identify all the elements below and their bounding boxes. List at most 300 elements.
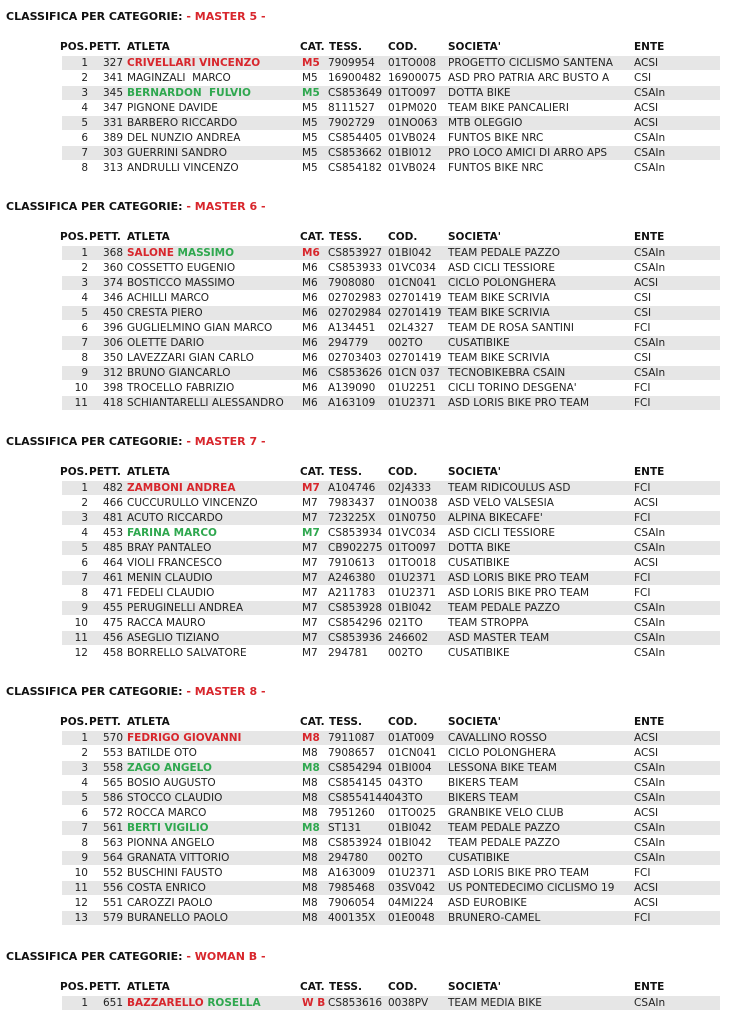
cell-societa: ASD LORIS BIKE PRO TEAM (448, 572, 590, 584)
table-header (0, 715, 733, 729)
cell-pos: 2 (81, 497, 88, 509)
cell-societa: TEAM BIKE SCRIVIA (448, 352, 550, 364)
header-cat: CAT. (300, 981, 325, 993)
cell-cod: 002TO (388, 852, 423, 864)
header-pos: POS. (60, 981, 89, 993)
table-row (62, 631, 720, 645)
cell-atleta (127, 556, 222, 570)
cell-ente: CSI (634, 307, 652, 319)
cell-pett: 461 (102, 572, 124, 584)
athlete-name-part: OLETTE DARIO (127, 337, 205, 349)
cell-pos: 3 (81, 277, 88, 289)
cell-tess: CS853934 (328, 527, 383, 539)
cell-tess: CS853936 (328, 632, 383, 644)
cell-tess: 8111527 (328, 102, 375, 114)
cell-pos: 2 (81, 747, 88, 759)
cell-atleta (127, 806, 206, 820)
athlete-name-part: PIONNA ANGELO (127, 837, 215, 849)
cell-societa: ASD LORIS BIKE PRO TEAM (448, 587, 590, 599)
cell-atleta (127, 146, 227, 160)
section-category: - MASTER 5 - (186, 10, 266, 23)
cell-pett: 341 (102, 72, 124, 84)
cell-cod: 246602 (388, 632, 429, 644)
cell-societa: DOTTA BIKE (448, 87, 511, 99)
cell-societa: TEAM PEDALE PAZZO (448, 602, 560, 614)
cell-tess: CS853626 (328, 367, 383, 379)
table-row (62, 821, 720, 835)
cell-pos: 6 (81, 322, 88, 334)
cell-atleta (127, 131, 240, 145)
section-title (6, 10, 266, 23)
cell-atleta (127, 86, 251, 100)
cell-ente: ACSI (634, 807, 659, 819)
cell-atleta (127, 881, 206, 895)
header-cod: COD. (388, 981, 418, 993)
cell-pos: 10 (74, 617, 88, 629)
cell-cod: 01U2371 (388, 572, 436, 584)
athlete-name-part: FEDELI CLAUDIO (127, 587, 215, 599)
athlete-name-part: LAVEZZARI GIAN CARLO (127, 352, 254, 364)
cell-ente: CSAIn (634, 617, 666, 629)
table-row (62, 496, 720, 510)
cell-atleta (127, 791, 222, 805)
table-row (62, 996, 720, 1010)
cell-cod: 002TO (388, 647, 423, 659)
cell-tess: CS853928 (328, 602, 383, 614)
header-tess: TESS. (329, 466, 362, 478)
cell-pos: 5 (81, 117, 88, 129)
cell-cod: 002TO (388, 337, 423, 349)
cell-pett: 464 (102, 557, 124, 569)
athlete-name-part: GUERRINI SANDRO (127, 147, 227, 159)
cell-atleta (127, 396, 284, 410)
athlete-name-part: SALONE (127, 247, 178, 259)
cell-pos: 4 (81, 777, 88, 789)
cell-tess: 7983437 (328, 497, 375, 509)
athlete-name-part: GRANATA VITTORIO (127, 852, 230, 864)
cell-cod: 16900075 (388, 72, 442, 84)
athlete-name-part: MENIN CLAUDIO (127, 572, 213, 584)
athlete-name-part: CAROZZI PAOLO (127, 897, 213, 909)
cell-tess: CS853649 (328, 87, 383, 99)
section-title (6, 950, 266, 963)
cell-pos: 9 (81, 602, 88, 614)
athlete-name-part: COSSETTO EUGENIO (127, 262, 236, 274)
cell-societa: ASD VELO VALSESIA (448, 497, 554, 509)
cell-societa: CAVALLINO ROSSO (448, 732, 547, 744)
cell-pett: 485 (102, 542, 124, 554)
header-pett: PETT. (89, 231, 121, 243)
athlete-name-part: BARBERO RICCARDO (127, 117, 238, 129)
athlete-name-part: CRESTA PIERO (127, 307, 203, 319)
header-ente: ENTE (634, 981, 665, 993)
cell-ente: CSI (634, 292, 652, 304)
cell-pett: 350 (102, 352, 124, 364)
cell-societa: TEAM BIKE SCRIVIA (448, 292, 550, 304)
cell-pos: 3 (81, 512, 88, 524)
cell-cat: M5 (302, 162, 318, 174)
cell-pos: 8 (81, 587, 88, 599)
athlete-name-part: ACUTO RICCARDO (127, 512, 223, 524)
section-category: - WOMAN B - (186, 950, 266, 963)
section-category: - MASTER 7 - (186, 435, 266, 448)
cell-cod: 02701419 (388, 352, 442, 364)
cell-cod: 0038PV (388, 997, 429, 1009)
cell-societa: ASD PRO PATRIA ARC BUSTO A (448, 72, 610, 84)
cell-ente: CSAIn (634, 777, 666, 789)
cell-cod: 01E0048 (388, 912, 435, 924)
cell-ente: FCI (634, 322, 651, 334)
cell-cod: 01TO097 (388, 87, 437, 99)
cell-cat: M8 (302, 732, 320, 744)
table-row (62, 116, 720, 130)
cell-pos: 1 (81, 732, 88, 744)
cell-pos: 12 (74, 647, 88, 659)
cell-pett: 551 (102, 897, 124, 909)
cell-societa: LESSONA BIKE TEAM (448, 762, 557, 774)
athlete-name-part: CUCCURULLO VINCENZO (127, 497, 258, 509)
athlete-name-part: STOCCO CLAUDIO (127, 792, 223, 804)
cell-cat: M8 (302, 882, 318, 894)
cell-atleta (127, 601, 243, 615)
cell-atleta (127, 71, 231, 85)
cell-societa: ASD MASTER TEAM (448, 632, 550, 644)
cell-ente: CSI (634, 352, 652, 364)
cell-tess: 7951260 (328, 807, 375, 819)
cell-tess: 294779 (328, 337, 369, 349)
cell-ente: FCI (634, 512, 651, 524)
cell-atleta (127, 646, 247, 660)
cell-cat: M7 (302, 512, 318, 524)
section-title-prefix: CLASSIFICA PER CATEGORIE: (6, 200, 183, 213)
cell-societa: PROGETTO CICLISMO SANTENA (448, 57, 613, 69)
cell-atleta (127, 56, 260, 70)
header-ente: ENTE (634, 716, 665, 728)
cell-atleta (127, 731, 241, 745)
cell-tess: CS854405 (328, 132, 383, 144)
cell-tess: 7902729 (328, 117, 375, 129)
cell-societa: TEAM STROPPA (448, 617, 529, 629)
table-row (62, 526, 720, 540)
header-pos: POS. (60, 466, 89, 478)
table-row (62, 481, 720, 495)
cell-cod: 02J4333 (388, 482, 432, 494)
cell-cod: 043TO (388, 777, 423, 789)
table-row (62, 836, 720, 850)
cell-pos: 9 (81, 852, 88, 864)
cell-pos: 6 (81, 807, 88, 819)
cell-ente: FCI (634, 482, 651, 494)
cell-pos: 1 (81, 997, 88, 1009)
table-row (62, 276, 720, 290)
cell-cat: M8 (302, 822, 320, 834)
cell-societa: FUNTOS BIKE NRC (448, 162, 544, 174)
athlete-name-part: VIOLI FRANCESCO (127, 557, 223, 569)
table-row (62, 321, 720, 335)
table-row (62, 511, 720, 525)
cell-atleta (127, 336, 204, 350)
cell-atleta (127, 746, 197, 760)
cell-cat: M7 (302, 587, 318, 599)
header-cat: CAT. (300, 466, 325, 478)
cell-tess: A139090 (328, 382, 376, 394)
cell-ente: ACSI (634, 557, 659, 569)
cell-atleta (127, 571, 213, 585)
cell-cod: 01TO008 (388, 57, 437, 69)
cell-tess: CB902275 (328, 542, 383, 554)
cell-pett: 398 (102, 382, 124, 394)
cell-pos: 10 (74, 382, 88, 394)
cell-ente: ACSI (634, 102, 659, 114)
cell-atleta (127, 511, 223, 525)
cell-cat: M6 (302, 262, 318, 274)
athlete-name-part: BATILDE OTO (127, 747, 197, 759)
cell-ente: CSAIn (634, 647, 666, 659)
cell-cat: M7 (302, 632, 318, 644)
cell-societa: TEAM BIKE PANCALIERI (448, 102, 569, 114)
table-row (62, 86, 720, 100)
cell-ente: ACSI (634, 732, 659, 744)
cell-pos: 8 (81, 352, 88, 364)
cell-pett: 458 (102, 647, 124, 659)
cell-cat: M5 (302, 72, 318, 84)
cell-ente: CSI (634, 72, 652, 84)
cell-cod: 04MI224 (388, 897, 434, 909)
athlete-name-part: BOSIO AUGUSTO (127, 777, 216, 789)
header-pett: PETT. (89, 716, 121, 728)
cell-atleta (127, 321, 272, 335)
cell-cat: M8 (302, 912, 318, 924)
cell-atleta (127, 351, 254, 365)
athlete-name-part: GUGLIELMINO GIAN MARCO (127, 322, 273, 334)
cell-ente: CSAIn (634, 162, 666, 174)
cell-cat: M5 (302, 132, 318, 144)
cell-tess: 7985468 (328, 882, 375, 894)
cell-tess: 7910613 (328, 557, 375, 569)
athlete-name-part: ACHILLI MARCO (127, 292, 210, 304)
header-cod: COD. (388, 231, 418, 243)
cell-tess: CS853924 (328, 837, 383, 849)
cell-cod: 01TO097 (388, 542, 437, 554)
cell-tess: CS854296 (328, 617, 383, 629)
cell-tess: A104746 (328, 482, 376, 494)
cell-pett: 389 (102, 132, 124, 144)
table-row (62, 761, 720, 775)
cell-pos: 5 (81, 792, 88, 804)
cell-tess: 294781 (328, 647, 369, 659)
athlete-name-part: FEDRIGO GIOVANNI (127, 732, 242, 744)
cell-atleta (127, 291, 209, 305)
table-row (62, 791, 720, 805)
header-atleta: ATLETA (127, 41, 170, 53)
cell-atleta (127, 261, 235, 275)
table-header (0, 40, 733, 54)
cell-pos: 3 (81, 87, 88, 99)
cell-cat: M6 (302, 292, 318, 304)
table-row (62, 101, 720, 115)
cell-pett: 347 (102, 102, 124, 114)
cell-pos: 7 (81, 822, 88, 834)
cell-cat: W B (302, 997, 326, 1009)
cell-cod: 043TO (388, 792, 423, 804)
cell-ente: CSAIn (634, 997, 666, 1009)
athlete-name-part: ROSELLA (207, 997, 261, 1009)
cell-cod: 01AT009 (388, 732, 435, 744)
cell-ente: CSAIn (634, 132, 666, 144)
athlete-name-part: BOSTICCO MASSIMO (127, 277, 235, 289)
cell-pett: 482 (102, 482, 124, 494)
cell-cat: M6 (302, 247, 320, 259)
cell-ente: ACSI (634, 897, 659, 909)
cell-atleta (127, 911, 228, 925)
cell-pos: 5 (81, 307, 88, 319)
header-pos: POS. (60, 41, 89, 53)
cell-ente: ACSI (634, 117, 659, 129)
cell-cat: M8 (302, 777, 318, 789)
table-row (62, 246, 720, 260)
cell-pos: 11 (74, 397, 88, 409)
cell-pett: 556 (102, 882, 124, 894)
cell-tess: 7909954 (328, 57, 375, 69)
athlete-name-part: CRIVELLARI VINCENZO (127, 57, 261, 69)
cell-societa: MTB OLEGGIO (448, 117, 523, 129)
cell-cat: M5 (302, 57, 320, 69)
cell-pos: 4 (81, 292, 88, 304)
athlete-name-part: TROCELLO FABRIZIO (127, 382, 235, 394)
athlete-name-part: BUSCHINI FAUSTO (127, 867, 223, 879)
cell-ente: CSAIn (634, 367, 666, 379)
cell-cod: 01VB024 (388, 162, 436, 174)
cell-societa: ASD CICLI TESSIORE (448, 262, 555, 274)
cell-cod: 01TO025 (388, 807, 437, 819)
cell-ente: FCI (634, 867, 651, 879)
cell-societa: TEAM PEDALE PAZZO (448, 837, 560, 849)
cell-ente: ACSI (634, 747, 659, 759)
cell-pos: 2 (81, 72, 88, 84)
cell-atleta (127, 631, 219, 645)
cell-cod: 01BI042 (388, 837, 432, 849)
cell-cod: 01TO018 (388, 557, 437, 569)
cell-cat: M7 (302, 527, 320, 539)
header-cod: COD. (388, 716, 418, 728)
cell-tess: A134451 (328, 322, 376, 334)
cell-ente: FCI (634, 587, 651, 599)
cell-atleta (127, 996, 261, 1010)
cell-societa: TEAM MEDIA BIKE (448, 997, 542, 1009)
cell-cat: M7 (302, 542, 318, 554)
cell-pett: 345 (102, 87, 124, 99)
cell-ente: CSAIn (634, 247, 666, 259)
header-cat: CAT. (300, 716, 325, 728)
cell-pett: 312 (102, 367, 124, 379)
header-atleta: ATLETA (127, 231, 170, 243)
header-pos: POS. (60, 716, 89, 728)
table-row (62, 866, 720, 880)
table-row (62, 881, 720, 895)
table-row (62, 306, 720, 320)
header-societa: SOCIETA' (448, 231, 501, 243)
cell-cod: 01BI042 (388, 602, 432, 614)
cell-atleta (127, 776, 216, 790)
cell-pett: 327 (102, 57, 124, 69)
header-atleta: ATLETA (127, 466, 170, 478)
cell-cat: M8 (302, 747, 318, 759)
table-row (62, 601, 720, 615)
cell-ente: CSAIn (634, 527, 666, 539)
cell-cod: 01CN 037 (388, 367, 440, 379)
header-pos: POS. (60, 231, 89, 243)
cell-pett: 471 (102, 587, 124, 599)
cell-societa: BIKERS TEAM (448, 792, 519, 804)
cell-pett: 466 (102, 497, 124, 509)
cell-pett: 552 (102, 867, 124, 879)
athlete-name-part: RACCA MAURO (127, 617, 206, 629)
cell-cod: 01NO063 (388, 117, 438, 129)
table-row (62, 731, 720, 745)
cell-pett: 455 (102, 602, 124, 614)
cell-pos: 12 (74, 897, 88, 909)
cell-pos: 1 (81, 247, 88, 259)
cell-tess: ST131 (328, 822, 362, 834)
athlete-name-part: BAZZARELLO (127, 997, 208, 1009)
section-title-prefix: CLASSIFICA PER CATEGORIE: (6, 685, 183, 698)
header-societa: SOCIETA' (448, 466, 501, 478)
cell-societa: CUSATIBIKE (448, 557, 510, 569)
cell-pos: 11 (74, 882, 88, 894)
cell-societa: ASD LORIS BIKE PRO TEAM (448, 397, 590, 409)
cell-ente: FCI (634, 912, 651, 924)
athlete-name-part: BORRELLO SALVATORE (127, 647, 247, 659)
cell-pett: 453 (102, 527, 124, 539)
cell-pett: 570 (102, 732, 124, 744)
cell-pos: 11 (74, 632, 88, 644)
table-row (62, 131, 720, 145)
section-title (6, 435, 266, 448)
cell-societa: PRO LOCO AMICI DI ARRO APS (448, 147, 608, 159)
cell-cat: M6 (302, 382, 318, 394)
table-row (62, 146, 720, 160)
cell-cat: M5 (302, 102, 318, 114)
cell-pett: 313 (102, 162, 124, 174)
cell-cat: M8 (302, 867, 318, 879)
cell-cat: M6 (302, 277, 318, 289)
cell-societa: ASD EUROBIKE (448, 897, 527, 909)
cell-cod: 01U2371 (388, 397, 436, 409)
cell-ente: CSAIn (634, 147, 666, 159)
cell-pos: 4 (81, 102, 88, 114)
cell-atleta (127, 116, 237, 130)
cell-tess: A246380 (328, 572, 376, 584)
cell-ente: FCI (634, 397, 651, 409)
cell-cod: 01CN041 (388, 747, 437, 759)
cell-societa: US PONTEDECIMO CICLISMO 19 (448, 882, 615, 894)
athlete-name-part: BERNARDON FULVIO (127, 87, 251, 99)
athlete-name-part: BRUNO GIANCARLO (127, 367, 231, 379)
section-category: - MASTER 8 - (186, 685, 266, 698)
cell-cat: M7 (302, 557, 318, 569)
cell-cod: 01VC034 (388, 527, 436, 539)
cell-cat: M7 (302, 497, 318, 509)
athlete-name-part: BRAY PANTALEO (127, 542, 212, 554)
cell-cod: 01PM020 (388, 102, 437, 114)
table-row (62, 381, 720, 395)
athlete-name-part: PIGNONE DAVIDE (127, 102, 218, 114)
cell-pos: 7 (81, 337, 88, 349)
cell-pett: 368 (102, 247, 124, 259)
cell-cod: 02L4327 (388, 322, 434, 334)
header-tess: TESS. (329, 716, 362, 728)
cell-tess: CS854294 (328, 762, 383, 774)
